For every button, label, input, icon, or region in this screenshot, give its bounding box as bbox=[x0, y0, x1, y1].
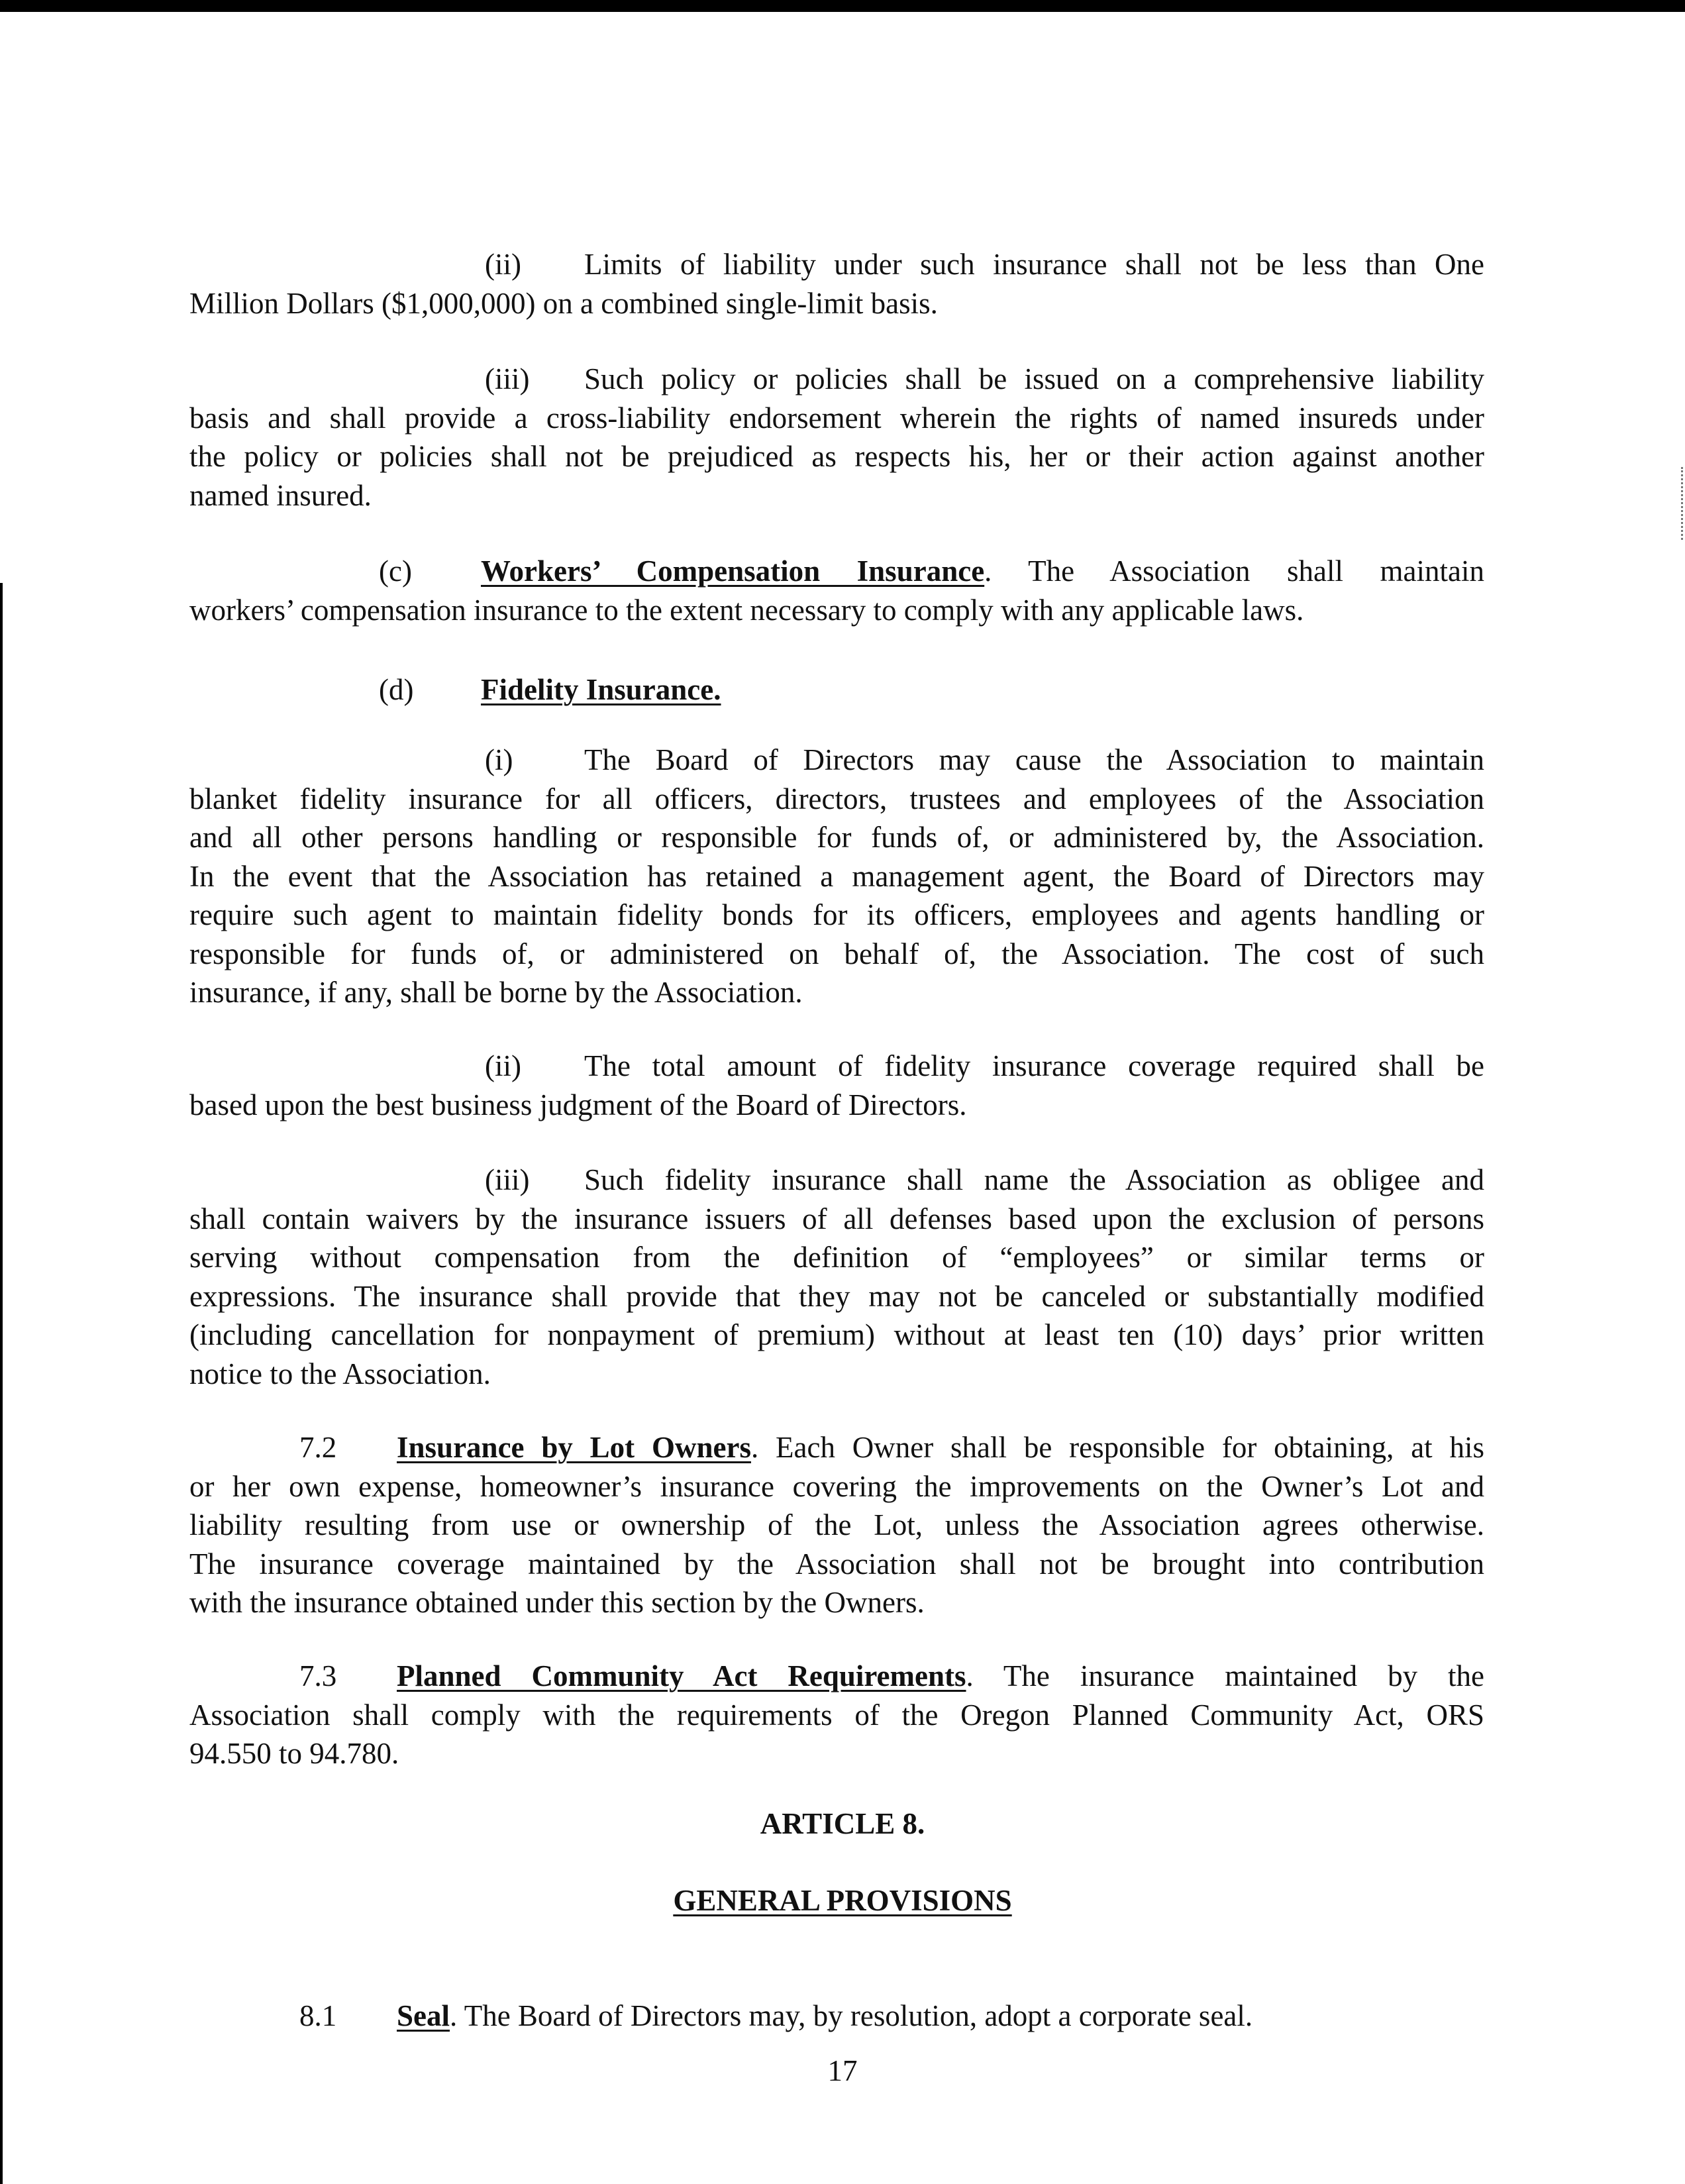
section-heading: Fidelity Insurance. bbox=[481, 673, 721, 706]
paragraph-text: The total amount of fidelity insurance coverage required shall be bbox=[584, 1049, 1484, 1082]
paragraph-text: and all other persons handling or responsible for funds of, or administered by, the Association. bbox=[189, 821, 1484, 854]
paragraph-text: workers’ compensation insurance to the extent necessary to comply with any applicable laws. bbox=[189, 593, 1304, 627]
paragraph-text: The Board of Directors may cause the Association to maintain bbox=[584, 743, 1484, 776]
paragraph-text: named insured. bbox=[189, 478, 372, 512]
section-heading: Seal bbox=[397, 1999, 450, 2032]
paragraph-planned-community-act bbox=[189, 1657, 1484, 1773]
paragraph-limits-of-liability bbox=[189, 245, 1484, 323]
item-number: (d) bbox=[379, 673, 414, 706]
item-number: (iii) bbox=[485, 362, 530, 395]
paragraph-blanket-fidelity bbox=[189, 741, 1484, 1012]
paragraph-text: . The Association shall maintain bbox=[984, 554, 1484, 588]
paragraph-text: shall contain waivers by the insurance issuers of all defenses based upon the exclusion of persons bbox=[189, 1202, 1484, 1235]
paragraph-text: . The Board of Directors may, by resolution, adopt a corporate seal. bbox=[450, 1999, 1253, 2032]
item-number: (iii) bbox=[485, 1163, 530, 1196]
paragraph-text: serving without compensation from the definition of “employees” or similar terms or bbox=[189, 1241, 1484, 1274]
section-number: 8.1 bbox=[299, 1999, 337, 2032]
section-heading: Planned Community Act Requirements bbox=[397, 1659, 966, 1692]
item-number: (ii) bbox=[485, 1049, 521, 1082]
article-title: ARTICLE 8. bbox=[760, 1807, 925, 1840]
paragraph-fidelity-heading bbox=[189, 670, 1484, 709]
paragraph-text: Association shall comply with the requirements of the Oregon Planned Community Act, ORS bbox=[189, 1698, 1484, 1732]
paragraph-text: basis and shall provide a cross-liability endorsement wherein the rights of named insureds under bbox=[189, 401, 1484, 435]
paragraph-text: insurance, if any, shall be borne by the Association. bbox=[189, 976, 803, 1009]
paragraph-text: or her own expense, homeowner’s insurance covering the improvements on the Owner’s Lot and bbox=[189, 1469, 1484, 1503]
paragraph-text: In the event that the Association has retained a management agent, the Board of Directors may bbox=[189, 859, 1484, 893]
paragraph-text: . The insurance maintained by the bbox=[966, 1659, 1484, 1692]
section-number: 7.2 bbox=[299, 1431, 337, 1464]
paragraph-text: responsible for funds of, or administered on behalf of, the Association. The cost of such bbox=[189, 937, 1484, 970]
paragraph-text: expressions. The insurance shall provide that they may not be canceled or substantially modified bbox=[189, 1279, 1484, 1313]
section-heading: Insurance by Lot Owners bbox=[397, 1431, 751, 1464]
paragraph-workers-compensation bbox=[189, 552, 1484, 629]
paragraph-text: . Each Owner shall be responsible for obtaining, at his bbox=[750, 1431, 1484, 1464]
item-number: (ii) bbox=[485, 248, 521, 281]
paragraph-comprehensive-liability bbox=[189, 360, 1484, 515]
paragraph-text: notice to the Association. bbox=[189, 1357, 491, 1390]
paragraph-text: Million Dollars ($1,000,000) on a combined single-limit basis. bbox=[189, 286, 938, 320]
section-heading: Workers’ Compensation Insurance bbox=[481, 554, 985, 588]
paragraph-insurance-by-lot-owners bbox=[189, 1428, 1484, 1622]
paragraph-seal bbox=[189, 1997, 1484, 2036]
item-number: (c) bbox=[379, 554, 412, 588]
paragraph-text: Such policy or policies shall be issued on a comprehensive liability bbox=[584, 362, 1484, 395]
paragraph-text: require such agent to maintain fidelity bonds for its officers, employees and agents handling or bbox=[189, 898, 1484, 931]
paragraph-text: with the insurance obtained under this section by the Owners. bbox=[189, 1586, 925, 1619]
paragraph-text: based upon the best business judgment of the Board of Directors. bbox=[189, 1088, 967, 1121]
paragraph-text: liability resulting from use or ownership of the Lot, unless the Association agrees otherwise. bbox=[189, 1508, 1484, 1541]
page-number: 17 bbox=[827, 2054, 858, 2087]
paragraph-text: The insurance coverage maintained by the Association shall not be brought into contribution bbox=[189, 1547, 1484, 1581]
paragraph-fidelity-obligee bbox=[189, 1161, 1484, 1393]
paragraph-fidelity-amount bbox=[189, 1047, 1484, 1124]
section-number: 7.3 bbox=[299, 1659, 337, 1692]
paragraph-text: the policy or policies shall not be prejudiced as respects his, her or their action against another bbox=[189, 440, 1484, 473]
paragraph-text: Such fidelity insurance shall name the Association as obligee and bbox=[584, 1163, 1484, 1196]
article-subtitle: GENERAL PROVISIONS bbox=[673, 1884, 1012, 1917]
paragraph-text: (including cancellation for nonpayment of premium) without at least ten (10) days’ prior written bbox=[189, 1318, 1484, 1351]
paragraph-text: blanket fidelity insurance for all officers, directors, trustees and employees of the Association bbox=[189, 782, 1484, 815]
item-number: (i) bbox=[485, 743, 513, 776]
paragraph-text: Limits of liability under such insurance shall not be less than One bbox=[584, 248, 1484, 281]
paragraph-text: 94.550 to 94.780. bbox=[189, 1737, 399, 1770]
